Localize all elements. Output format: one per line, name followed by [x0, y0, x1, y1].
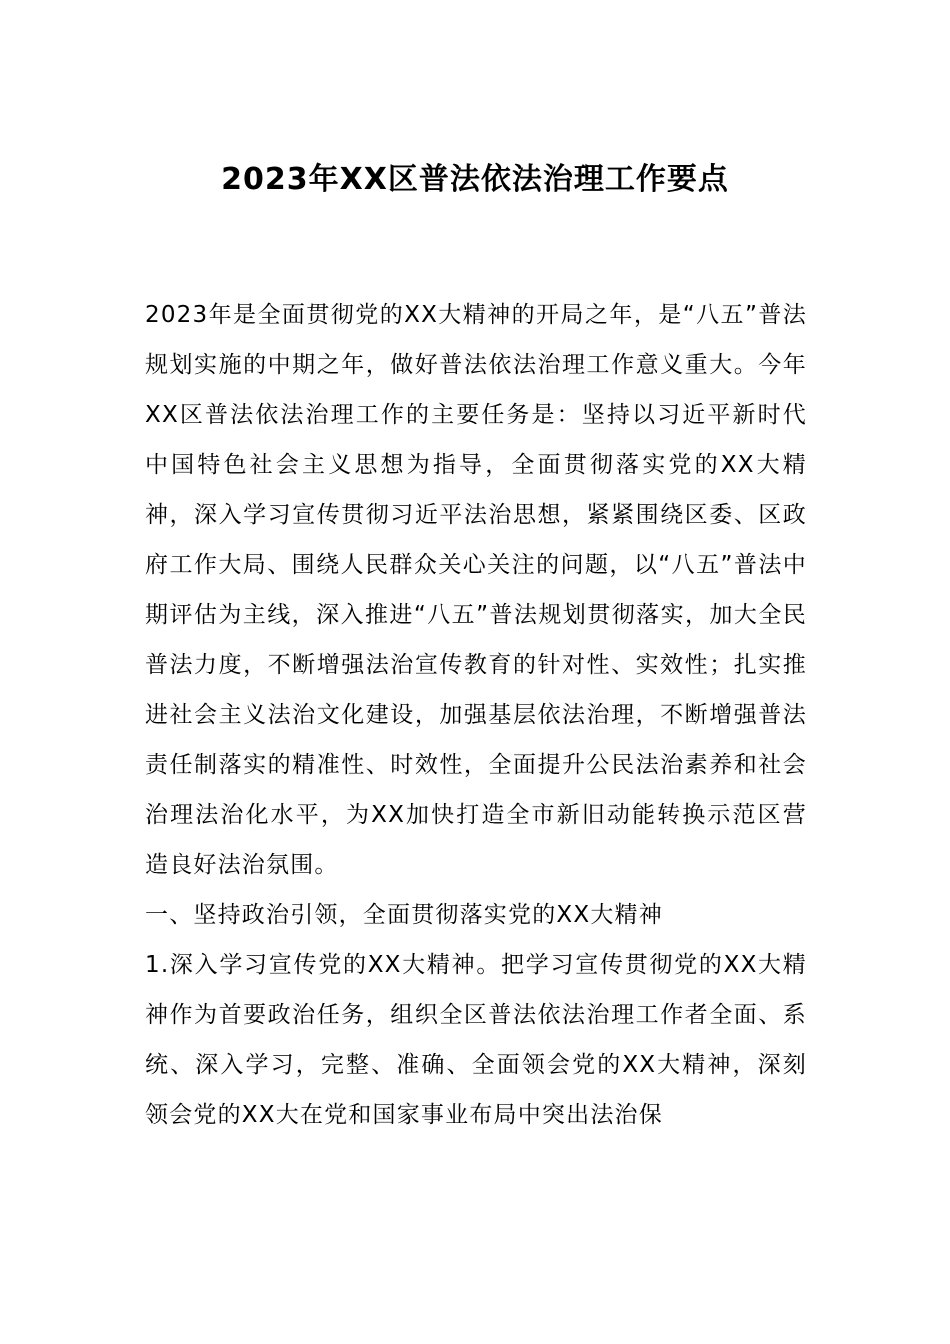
- document-body: [145, 290, 807, 1140]
- section-heading-1: 一、坚持政治引领，全面贯彻落实党的XX大精神: [145, 902, 663, 928]
- document-title: 2023年XX区普法依法治理工作要点: [221, 162, 729, 197]
- intro-paragraph: 2023年是全面贯彻党的XX大精神的开局之年，是“八五”普法规划实施的中期之年，做好普法依法治理工作意义重大。今年XX区普法依法治理工作的主要任务是：坚持以习近平新时代中国特色社会主义思想为指导，全面贯彻落实党的XX大精神，深入学习宣传贯彻习近平法治思想，紧紧围绕区委、区政府工作大局、围绕人民群众关心关注的问题，以“八五”普法中期评估为主线，深入推进“八五”普法规划贯彻落实，加大全民普法力度，不断增强法治宣传教育的针对性、实效性；扎实推进社会主义法治文化建设，加强基层依法治理，不断增强普法责任制落实的精准性、时效性，全面提升公民法治素养和社会治理法治化水平，为XX加快打造全市新旧动能转换示范区营造良好法治氛围。: [145, 302, 807, 878]
- section-1-item-1-paragraph: 1.深入学习宣传党的XX大精神。把学习宣传贯彻党的XX大精神作为首要政治任务，组织全区普法依法治理工作者全面、系统、深入学习，完整、准确、全面领会党的XX大精神，深刻领会党的XX大在党和国家事业布局中突出法治保: [145, 952, 807, 1128]
